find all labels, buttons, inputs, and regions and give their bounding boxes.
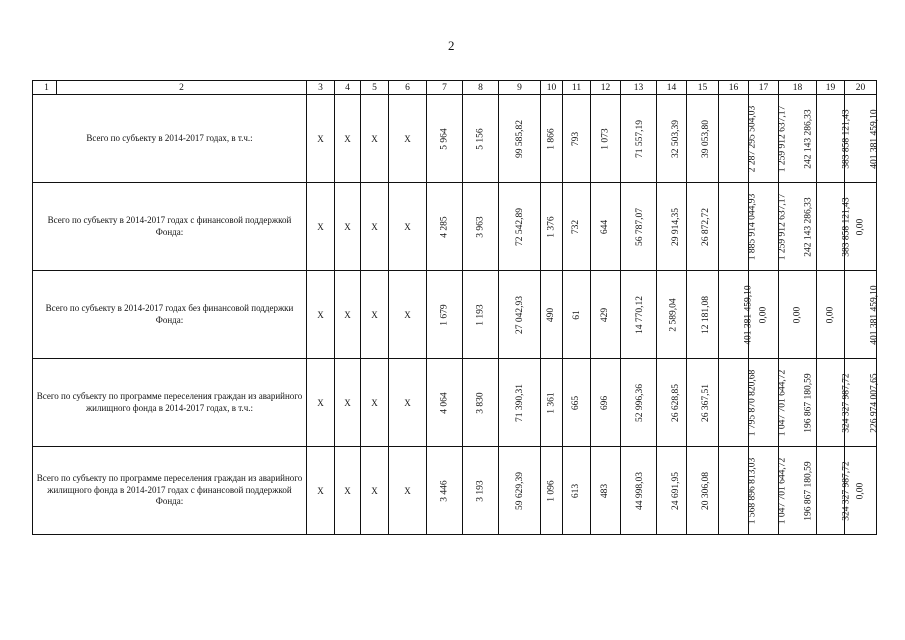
value-cell — [621, 183, 657, 271]
mark-cell: Х — [335, 95, 361, 183]
value-text: 26 628,85 — [671, 384, 681, 422]
page-number: 2 — [448, 38, 455, 53]
column-header-13: 13 — [621, 81, 657, 95]
value-cell — [499, 447, 541, 535]
column-header-19: 19 — [817, 81, 845, 95]
column-header-9: 9 — [499, 81, 541, 95]
value-cell — [591, 95, 621, 183]
header-row — [33, 81, 877, 95]
value-cell — [427, 359, 463, 447]
value-cell — [621, 95, 657, 183]
value-text: 71 557,19 — [635, 120, 645, 158]
value-text: 0,00 — [758, 306, 769, 324]
mark-cell: Х — [335, 359, 361, 447]
value-cell — [499, 183, 541, 271]
value-text: 613 — [571, 483, 582, 499]
value-text: 2 287 295 504,03 — [747, 105, 758, 173]
value-text: 71 390,31 — [514, 384, 525, 422]
value-text: 3 193 — [475, 480, 486, 502]
mark-cell: Х — [307, 95, 335, 183]
table-row — [33, 271, 877, 359]
mark-cell: Х — [389, 183, 427, 271]
row-label: Всего по субъекту по программе переселения граждан из аварийного жилищного фонда в 2014-2017 годах с финансовой поддержкой Фонда: — [33, 447, 307, 535]
row-label: Всего по субъекту по программе переселения граждан из аварийного жилищного фонда в 2014-2017 годах, в т.ч.: — [33, 359, 307, 447]
column-header-7: 7 — [427, 81, 463, 95]
column-header-5: 5 — [361, 81, 389, 95]
table-row — [33, 95, 877, 183]
row-label: Всего по субъекту в 2014-2017 годах, в т.ч.: — [33, 95, 307, 183]
value-text: 72 542,89 — [514, 208, 525, 246]
value-text: 324 327 987,72 — [841, 373, 852, 433]
value-cell — [621, 447, 657, 535]
column-header-1: 1 — [33, 81, 57, 95]
value-cell — [499, 359, 541, 447]
value-text: 242 143 286,33 — [803, 109, 814, 169]
value-text: 5 964 — [439, 128, 450, 150]
value-text: 59 629,39 — [514, 472, 525, 510]
value-text: 26 367,51 — [701, 384, 711, 422]
value-text: 24 691,95 — [671, 472, 681, 510]
value-cell — [719, 447, 758, 535]
column-header-6: 6 — [389, 81, 427, 95]
mark-cell: Х — [307, 183, 335, 271]
mark-cell: Х — [307, 271, 335, 359]
value-cell — [541, 447, 563, 535]
column-header-17: 17 — [749, 81, 779, 95]
value-cell — [591, 271, 621, 359]
value-text: 4 285 — [439, 216, 450, 238]
value-text: 29 914,35 — [671, 208, 681, 246]
value-cell — [817, 95, 852, 183]
column-header-15: 15 — [687, 81, 719, 95]
value-cell — [657, 183, 687, 271]
value-cell — [657, 95, 687, 183]
value-cell — [541, 359, 563, 447]
column-header-11: 11 — [563, 81, 591, 95]
value-text: 20 306,08 — [701, 472, 711, 510]
value-cell — [541, 183, 563, 271]
value-cell — [817, 447, 852, 535]
mark-cell: Х — [389, 95, 427, 183]
value-cell — [427, 95, 463, 183]
value-text: 1 361 — [546, 392, 557, 414]
value-cell — [719, 95, 758, 183]
value-text: 14 770,12 — [635, 296, 645, 334]
value-text: 52 996,36 — [635, 384, 645, 422]
mark-cell: Х — [389, 271, 427, 359]
column-header-3: 3 — [307, 81, 335, 95]
value-cell — [591, 447, 621, 535]
value-text: 401 381 459,10 — [869, 285, 880, 345]
value-text: 5 156 — [475, 128, 486, 150]
value-text: 3 963 — [475, 216, 486, 238]
value-cell — [563, 271, 591, 359]
value-text: 665 — [571, 395, 582, 411]
value-text: 4 064 — [439, 392, 450, 414]
value-text: 793 — [571, 131, 582, 147]
row-label: Всего по субъекту в 2014-2017 годах с финансовой поддержкой Фонда: — [33, 183, 307, 271]
value-text: 401 381 459,10 — [743, 285, 754, 345]
value-cell — [719, 271, 754, 359]
value-text: 1 259 912 637,17 — [777, 105, 788, 173]
value-cell — [499, 95, 541, 183]
value-cell — [499, 271, 541, 359]
value-cell — [687, 447, 719, 535]
value-cell — [591, 183, 621, 271]
value-text: 2 589,04 — [668, 298, 679, 332]
value-text: 1 795 870 820,68 — [747, 369, 758, 437]
value-cell — [563, 447, 591, 535]
value-cell — [541, 271, 563, 359]
value-text: 39 053,80 — [701, 120, 711, 158]
value-cell — [563, 359, 591, 447]
mark-cell: Х — [361, 271, 389, 359]
value-text: 1 866 — [546, 128, 557, 150]
value-cell — [657, 359, 687, 447]
value-text: 26 872,72 — [701, 208, 711, 246]
mark-cell: Х — [361, 359, 389, 447]
mark-cell: Х — [335, 271, 361, 359]
mark-cell: Х — [361, 183, 389, 271]
value-text: 490 — [546, 307, 557, 323]
value-text: 196 867 180,59 — [803, 373, 814, 433]
value-text: 61 — [571, 310, 582, 320]
column-header-8: 8 — [463, 81, 499, 95]
value-cell — [779, 271, 817, 359]
mark-cell: Х — [361, 447, 389, 535]
value-cell — [427, 447, 463, 535]
table-body — [33, 81, 880, 535]
value-text: 383 858 121,43 — [841, 109, 852, 169]
mark-cell: Х — [389, 447, 427, 535]
value-cell — [427, 183, 463, 271]
value-text: 383 858 121,43 — [841, 197, 852, 257]
value-text: 1 885 914 044,93 — [747, 193, 758, 261]
mark-cell: Х — [335, 447, 361, 535]
value-cell — [687, 271, 719, 359]
table-row — [33, 359, 877, 447]
column-header-18: 18 — [779, 81, 817, 95]
value-text: 242 143 286,33 — [803, 197, 814, 257]
value-text: 99 585,82 — [514, 120, 525, 158]
value-text: 732 — [571, 219, 582, 235]
column-header-10: 10 — [541, 81, 563, 95]
value-cell — [657, 271, 687, 359]
value-cell — [657, 447, 687, 535]
value-text: 0,00 — [825, 306, 836, 324]
value-cell — [687, 95, 719, 183]
value-text: 1 376 — [546, 216, 557, 238]
column-header-16: 16 — [719, 81, 749, 95]
value-text: 0,00 — [855, 218, 866, 236]
value-cell — [719, 359, 758, 447]
value-text: 1 096 — [546, 480, 557, 502]
table-row — [33, 183, 877, 271]
value-cell — [563, 95, 591, 183]
row-label: Всего по субъекту в 2014-2017 годах без финансовой поддержки Фонда: — [33, 271, 307, 359]
value-text: 696 — [600, 395, 611, 411]
column-header-14: 14 — [657, 81, 687, 95]
value-cell — [687, 359, 719, 447]
mark-cell: Х — [335, 183, 361, 271]
value-cell — [563, 183, 591, 271]
value-text: 0,00 — [792, 306, 803, 324]
value-text: 1 193 — [475, 304, 486, 326]
value-text: 429 — [600, 307, 611, 323]
value-text: 44 998,03 — [635, 472, 645, 510]
value-text: 1 073 — [600, 128, 611, 150]
value-text: 324 327 987,72 — [841, 461, 852, 521]
value-cell — [463, 359, 499, 447]
value-text: 226 974 007,65 — [869, 373, 880, 433]
column-header-4: 4 — [335, 81, 361, 95]
value-text: 1 679 — [439, 304, 450, 326]
value-cell — [687, 183, 719, 271]
value-cell — [621, 271, 657, 359]
value-text: 0,00 — [855, 482, 866, 500]
value-text: 1 047 701 644,72 — [777, 457, 788, 525]
data-table — [32, 80, 880, 535]
value-cell — [817, 359, 852, 447]
table-row — [33, 447, 877, 535]
column-header-2: 2 — [57, 81, 307, 95]
value-cell — [591, 359, 621, 447]
mark-cell: Х — [307, 447, 335, 535]
value-text: 1 568 896 813,03 — [747, 457, 758, 525]
value-cell — [719, 183, 758, 271]
value-cell — [463, 95, 499, 183]
value-cell — [817, 183, 852, 271]
column-header-12: 12 — [591, 81, 621, 95]
value-cell — [817, 271, 845, 359]
value-text: 483 — [600, 483, 611, 499]
value-text: 1 047 701 644,72 — [777, 369, 788, 437]
value-text: 12 181,08 — [701, 296, 711, 334]
value-text: 3 446 — [439, 480, 450, 502]
value-text: 1 259 912 637,17 — [777, 193, 788, 261]
value-cell — [621, 359, 657, 447]
mark-cell: Х — [389, 359, 427, 447]
value-text: 196 867 180,59 — [803, 461, 814, 521]
value-text: 3 830 — [475, 392, 486, 414]
column-header-20: 20 — [845, 81, 877, 95]
mark-cell: Х — [361, 95, 389, 183]
value-cell — [463, 447, 499, 535]
value-text: 27 042,93 — [514, 296, 525, 334]
value-text: 644 — [600, 219, 611, 235]
mark-cell: Х — [307, 359, 335, 447]
value-cell — [463, 271, 499, 359]
value-cell — [427, 271, 463, 359]
value-cell — [541, 95, 563, 183]
value-text: 32 503,39 — [671, 120, 681, 158]
value-cell — [463, 183, 499, 271]
value-text: 401 381 459,10 — [869, 109, 880, 169]
value-cell — [845, 271, 880, 359]
value-text: 56 787,07 — [635, 208, 645, 246]
